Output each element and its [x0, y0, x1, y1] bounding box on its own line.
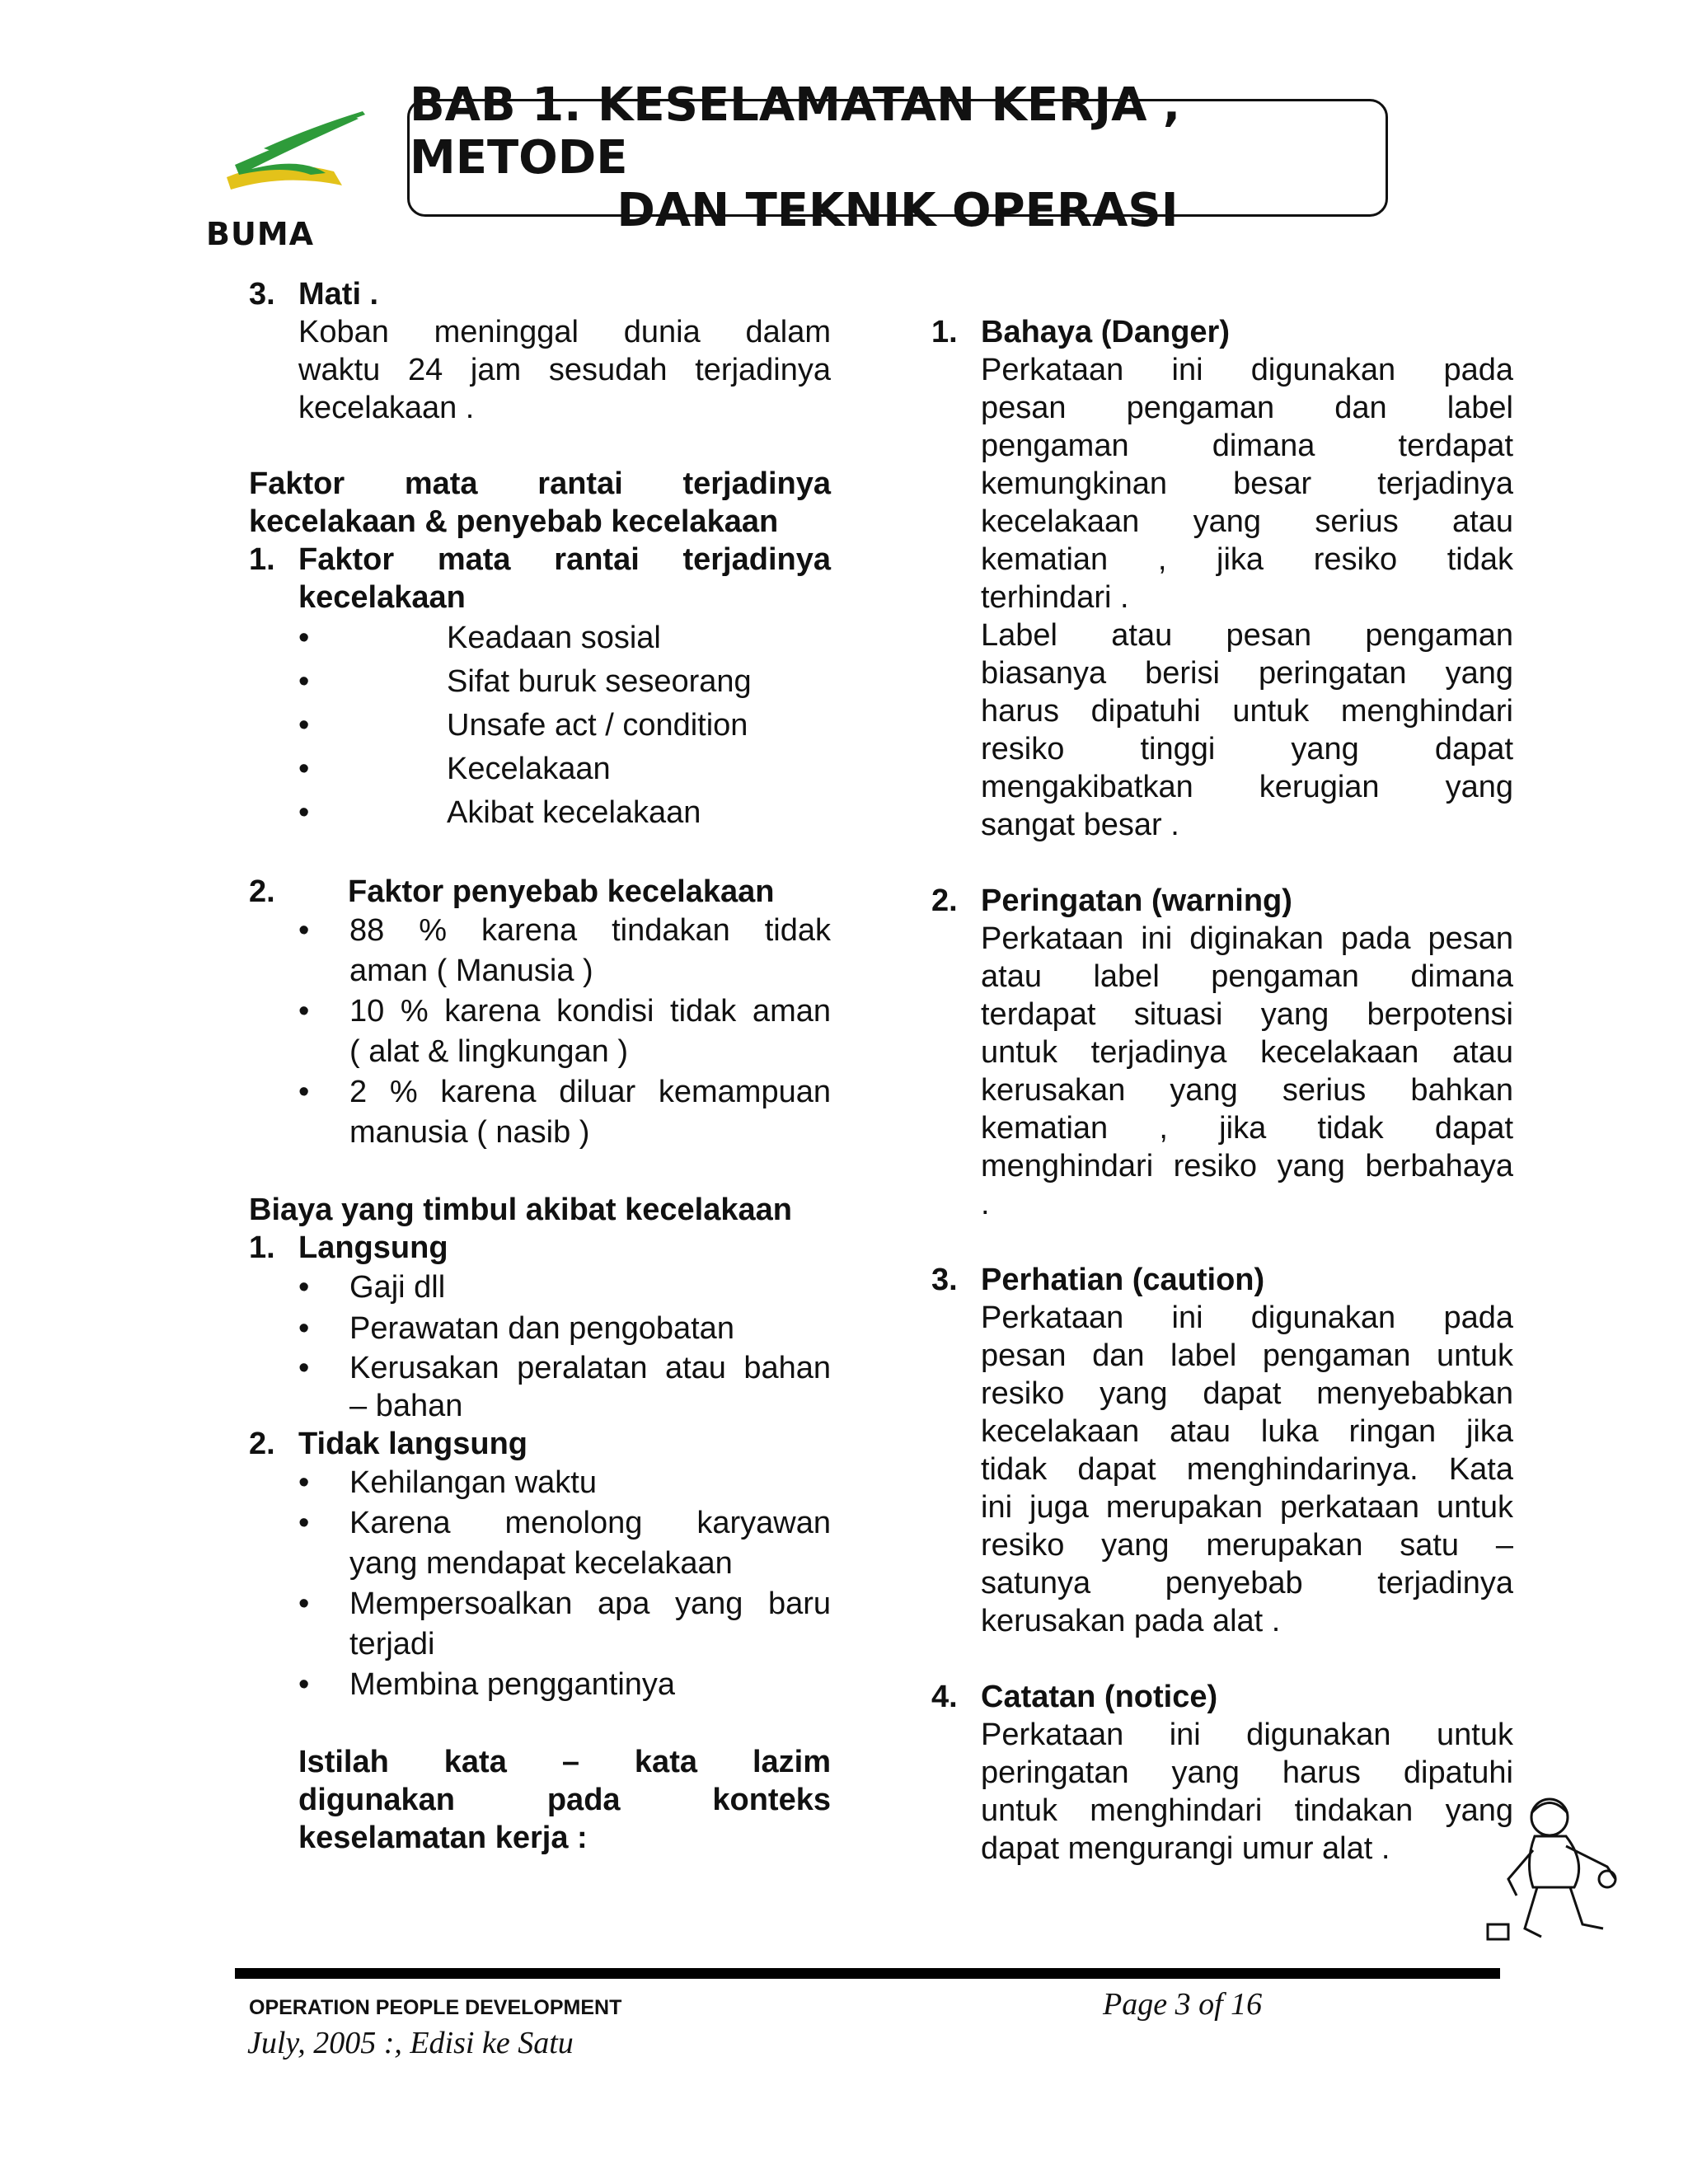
left-column: [249, 275, 831, 1857]
biaya-2-title: [249, 1425, 831, 1463]
chapter-title-box: [407, 77, 1388, 237]
list-item: Sifat buruk seseorang: [447, 664, 752, 699]
item-title: Faktor penyebab kecelakaan: [348, 874, 775, 909]
bullet-icon: •: [298, 1311, 310, 1346]
section-heading: kecelakaan & penyebab kecelakaan: [249, 504, 779, 539]
item-number: 1.: [931, 315, 958, 349]
term-peringatan: [931, 882, 1513, 1223]
chapter-title-line-2: DAN TEKNIK OPERASI: [617, 183, 1179, 237]
term-title: Peringatan (warning): [981, 883, 1292, 918]
term-text: [981, 920, 1513, 1185]
term-text-line: resiko tinggi yang dapat: [981, 732, 1513, 766]
term-text-line: menghindari resiko yang berbahaya: [981, 1149, 1513, 1183]
list-item: [249, 1349, 831, 1425]
term-text-line: kerusakan yang serius bahkan: [981, 1073, 1513, 1108]
term-text: [981, 1716, 1513, 1830]
term-text-line: pengaman dimana terdapat: [981, 429, 1513, 463]
term-text-line: .: [981, 1187, 990, 1221]
mati-item: [249, 275, 831, 427]
term-text-line: kecelakaan atau luka ringan jika: [981, 1414, 1513, 1449]
list-item-line: terjadi: [349, 1627, 435, 1661]
heading-line: keselamatan kerja :: [298, 1821, 588, 1855]
footer-organization: OPERATION PEOPLE DEVELOPMENT: [249, 1996, 622, 2019]
term-perhatian: [931, 1261, 1513, 1640]
term-text-line: untuk terjadinya kecelakaan atau: [981, 1035, 1513, 1070]
term-text: [981, 616, 1513, 806]
list-item-line: 10 % karena kondisi tidak aman: [349, 994, 831, 1029]
bullet-icon: •: [298, 994, 310, 1029]
list-item: [249, 1072, 831, 1153]
term-text-line: peringatan yang harus dipatuhi: [981, 1755, 1513, 1790]
term-text-line: Perkataan ini diginakan pada pesan: [981, 921, 1513, 956]
bullet-icon: •: [298, 1351, 310, 1385]
item-number: 1.: [249, 1230, 275, 1265]
item-number: 1.: [249, 542, 275, 577]
section-heading: Biaya yang timbul akibat kecelakaan: [249, 1193, 792, 1227]
item-number: 3.: [931, 1263, 958, 1297]
term-text: [981, 1299, 1513, 1602]
term-text-line: satunya penyebab terjadinya: [981, 1566, 1513, 1601]
term-text-line: kecelakaan yang serius atau: [981, 504, 1513, 539]
bullet-icon: •: [298, 1506, 310, 1540]
term-text-line: ini juga merupakan perkataan untuk: [981, 1490, 1513, 1525]
term-text-line: pesan dan label pengaman untuk: [981, 1338, 1513, 1373]
heading-line: Istilah kata – kata lazim: [298, 1745, 831, 1779]
list-item: Unsafe act / condition: [447, 708, 748, 743]
list-item: Akibat kecelakaan: [447, 795, 701, 830]
list-item-text: Gaji dll: [349, 1270, 446, 1305]
term-text-line: kemungkinan besar terjadinya: [981, 466, 1513, 501]
bullet-icon: •: [298, 708, 310, 743]
item-number: 3.: [249, 277, 275, 312]
list-item-line: – bahan: [349, 1389, 463, 1423]
list-item-line: Mempersoalkan apa yang baru: [349, 1586, 831, 1621]
brand-label: BUMA: [206, 216, 315, 252]
item-title: Mati .: [298, 277, 379, 312]
term-text-line: untuk menghindari tindakan yang: [981, 1793, 1513, 1828]
term-title: Perhatian (caution): [981, 1263, 1265, 1297]
list-item: [249, 1665, 831, 1705]
list-item: [249, 911, 831, 991]
list-item-line: manusia ( nasib ): [349, 1115, 590, 1150]
istilah-heading: [249, 1743, 831, 1857]
buma-logo: [218, 107, 367, 202]
term-text-line: atau label pengaman dimana: [981, 959, 1513, 994]
item-text-line: kecelakaan .: [298, 391, 475, 425]
term-text-line: tidak dapat menghindarinya. Kata: [981, 1452, 1513, 1487]
term-text-line: terhindari .: [981, 580, 1129, 615]
list-item-line: aman ( Manusia ): [349, 954, 593, 988]
chapter-title-line-1: BAB 1. KESELAMATAN KERJA , METODE: [410, 77, 1181, 185]
list-item: [249, 1503, 831, 1584]
faktor-2-list: [249, 911, 831, 1153]
list-item: [249, 991, 831, 1072]
term-text-line: harus dipatuhi untuk menghindari: [981, 694, 1513, 729]
term-title: Bahaya (Danger): [981, 315, 1230, 349]
term-text-line: kematian , jika tidak dapat: [981, 1111, 1513, 1146]
footer-rule: [235, 1968, 1500, 1979]
list-item-text: Kehilangan waktu: [349, 1465, 597, 1500]
item-title: Tidak langsung: [298, 1427, 528, 1461]
list-item: Keadaan sosial: [447, 621, 661, 655]
item-title-line: kecelakaan: [298, 580, 466, 615]
list-item-line: 2 % karena diluar kemampuan: [349, 1075, 831, 1109]
bullet-icon: •: [298, 1667, 310, 1702]
list-item: [249, 1267, 831, 1308]
term-text-line: kematian , jika resiko tidak: [981, 542, 1513, 577]
term-text-line: resiko yang dapat menyebabkan: [981, 1376, 1513, 1411]
term-text-line: Perkataan ini digunakan pada: [981, 1301, 1513, 1335]
item-text-line: waktu 24 jam sesudah terjadinya: [298, 353, 831, 387]
bullet-icon: •: [298, 1075, 310, 1109]
list-item-line: yang mendapat kecelakaan: [349, 1546, 733, 1581]
bullet-icon: •: [298, 621, 310, 655]
bullet-icon: •: [298, 1270, 310, 1305]
bullet-icon: •: [298, 664, 310, 699]
list-item-line: ( alat & lingkungan ): [349, 1034, 628, 1069]
bullet-icon: •: [298, 913, 310, 948]
footer-date: July, 2005 :, Edisi ke Satu: [247, 2026, 574, 2060]
section-heading: Faktor mata rantai terjadinya: [249, 466, 831, 501]
list-item: [249, 1308, 831, 1349]
page-number: Page 3 of 16: [1103, 1987, 1263, 2022]
term-text-line: Perkataan ini digunakan pada: [981, 353, 1513, 387]
item-text-line: Koban meninggal dunia dalam: [298, 315, 831, 349]
worker-mascot-illustration: [1484, 1788, 1632, 1953]
term-text: [981, 351, 1513, 579]
item-number: 4.: [931, 1680, 958, 1714]
list-item: [249, 1463, 831, 1503]
term-catatan: [931, 1678, 1513, 1868]
bullet-icon: •: [298, 795, 310, 830]
term-text-line: sangat besar .: [981, 808, 1179, 842]
list-item-text: Perawatan dan pengobatan: [349, 1311, 734, 1346]
bullet-icon: •: [298, 1465, 310, 1500]
bullet-icon: •: [298, 752, 310, 786]
item-number: 2.: [249, 1427, 275, 1461]
term-text-line: mengakibatkan kerugian yang: [981, 770, 1513, 804]
term-title: Catatan (notice): [981, 1680, 1218, 1714]
list-item-line: Karena menolong karyawan: [349, 1506, 831, 1540]
item-title: Langsung: [298, 1230, 448, 1265]
faktor-1-list: [249, 616, 831, 835]
term-text-line: biasanya berisi peringatan yang: [981, 656, 1513, 691]
biaya-1-title: [249, 1229, 831, 1267]
faktor-2-title: [249, 873, 831, 911]
item-number: 2.: [931, 883, 958, 918]
list-item-text: Membina penggantinya: [349, 1667, 676, 1702]
term-text-line: terdapat situasi yang berpotensi: [981, 997, 1513, 1032]
list-item: Kecelakaan: [447, 752, 611, 786]
item-number: 2.: [249, 874, 275, 909]
term-bahaya: [931, 313, 1513, 844]
term-text-line: resiko yang merupakan satu –: [981, 1528, 1513, 1563]
list-item: [249, 1584, 831, 1665]
list-item-line: Kerusakan peralatan atau bahan: [349, 1351, 831, 1385]
term-text-line: dapat mengurangi umur alat .: [981, 1831, 1390, 1866]
term-text-line: kerusakan pada alat .: [981, 1604, 1281, 1638]
term-text-line: pesan pengaman dan label: [981, 391, 1513, 425]
bullet-icon: •: [298, 1586, 310, 1621]
biaya-2-list: [249, 1463, 831, 1705]
list-item-line: 88 % karena tindakan tidak: [349, 913, 831, 948]
faktor-1-title: [249, 541, 831, 616]
term-text-line: Perkataan ini digunakan untuk: [981, 1718, 1513, 1752]
biaya-1-list: [249, 1267, 831, 1425]
item-title-line: Faktor mata rantai terjadinya: [298, 542, 831, 577]
right-column: [931, 313, 1513, 1868]
heading-line: digunakan pada konteks: [298, 1783, 831, 1817]
term-text-line: Label atau pesan pengaman: [981, 618, 1513, 653]
